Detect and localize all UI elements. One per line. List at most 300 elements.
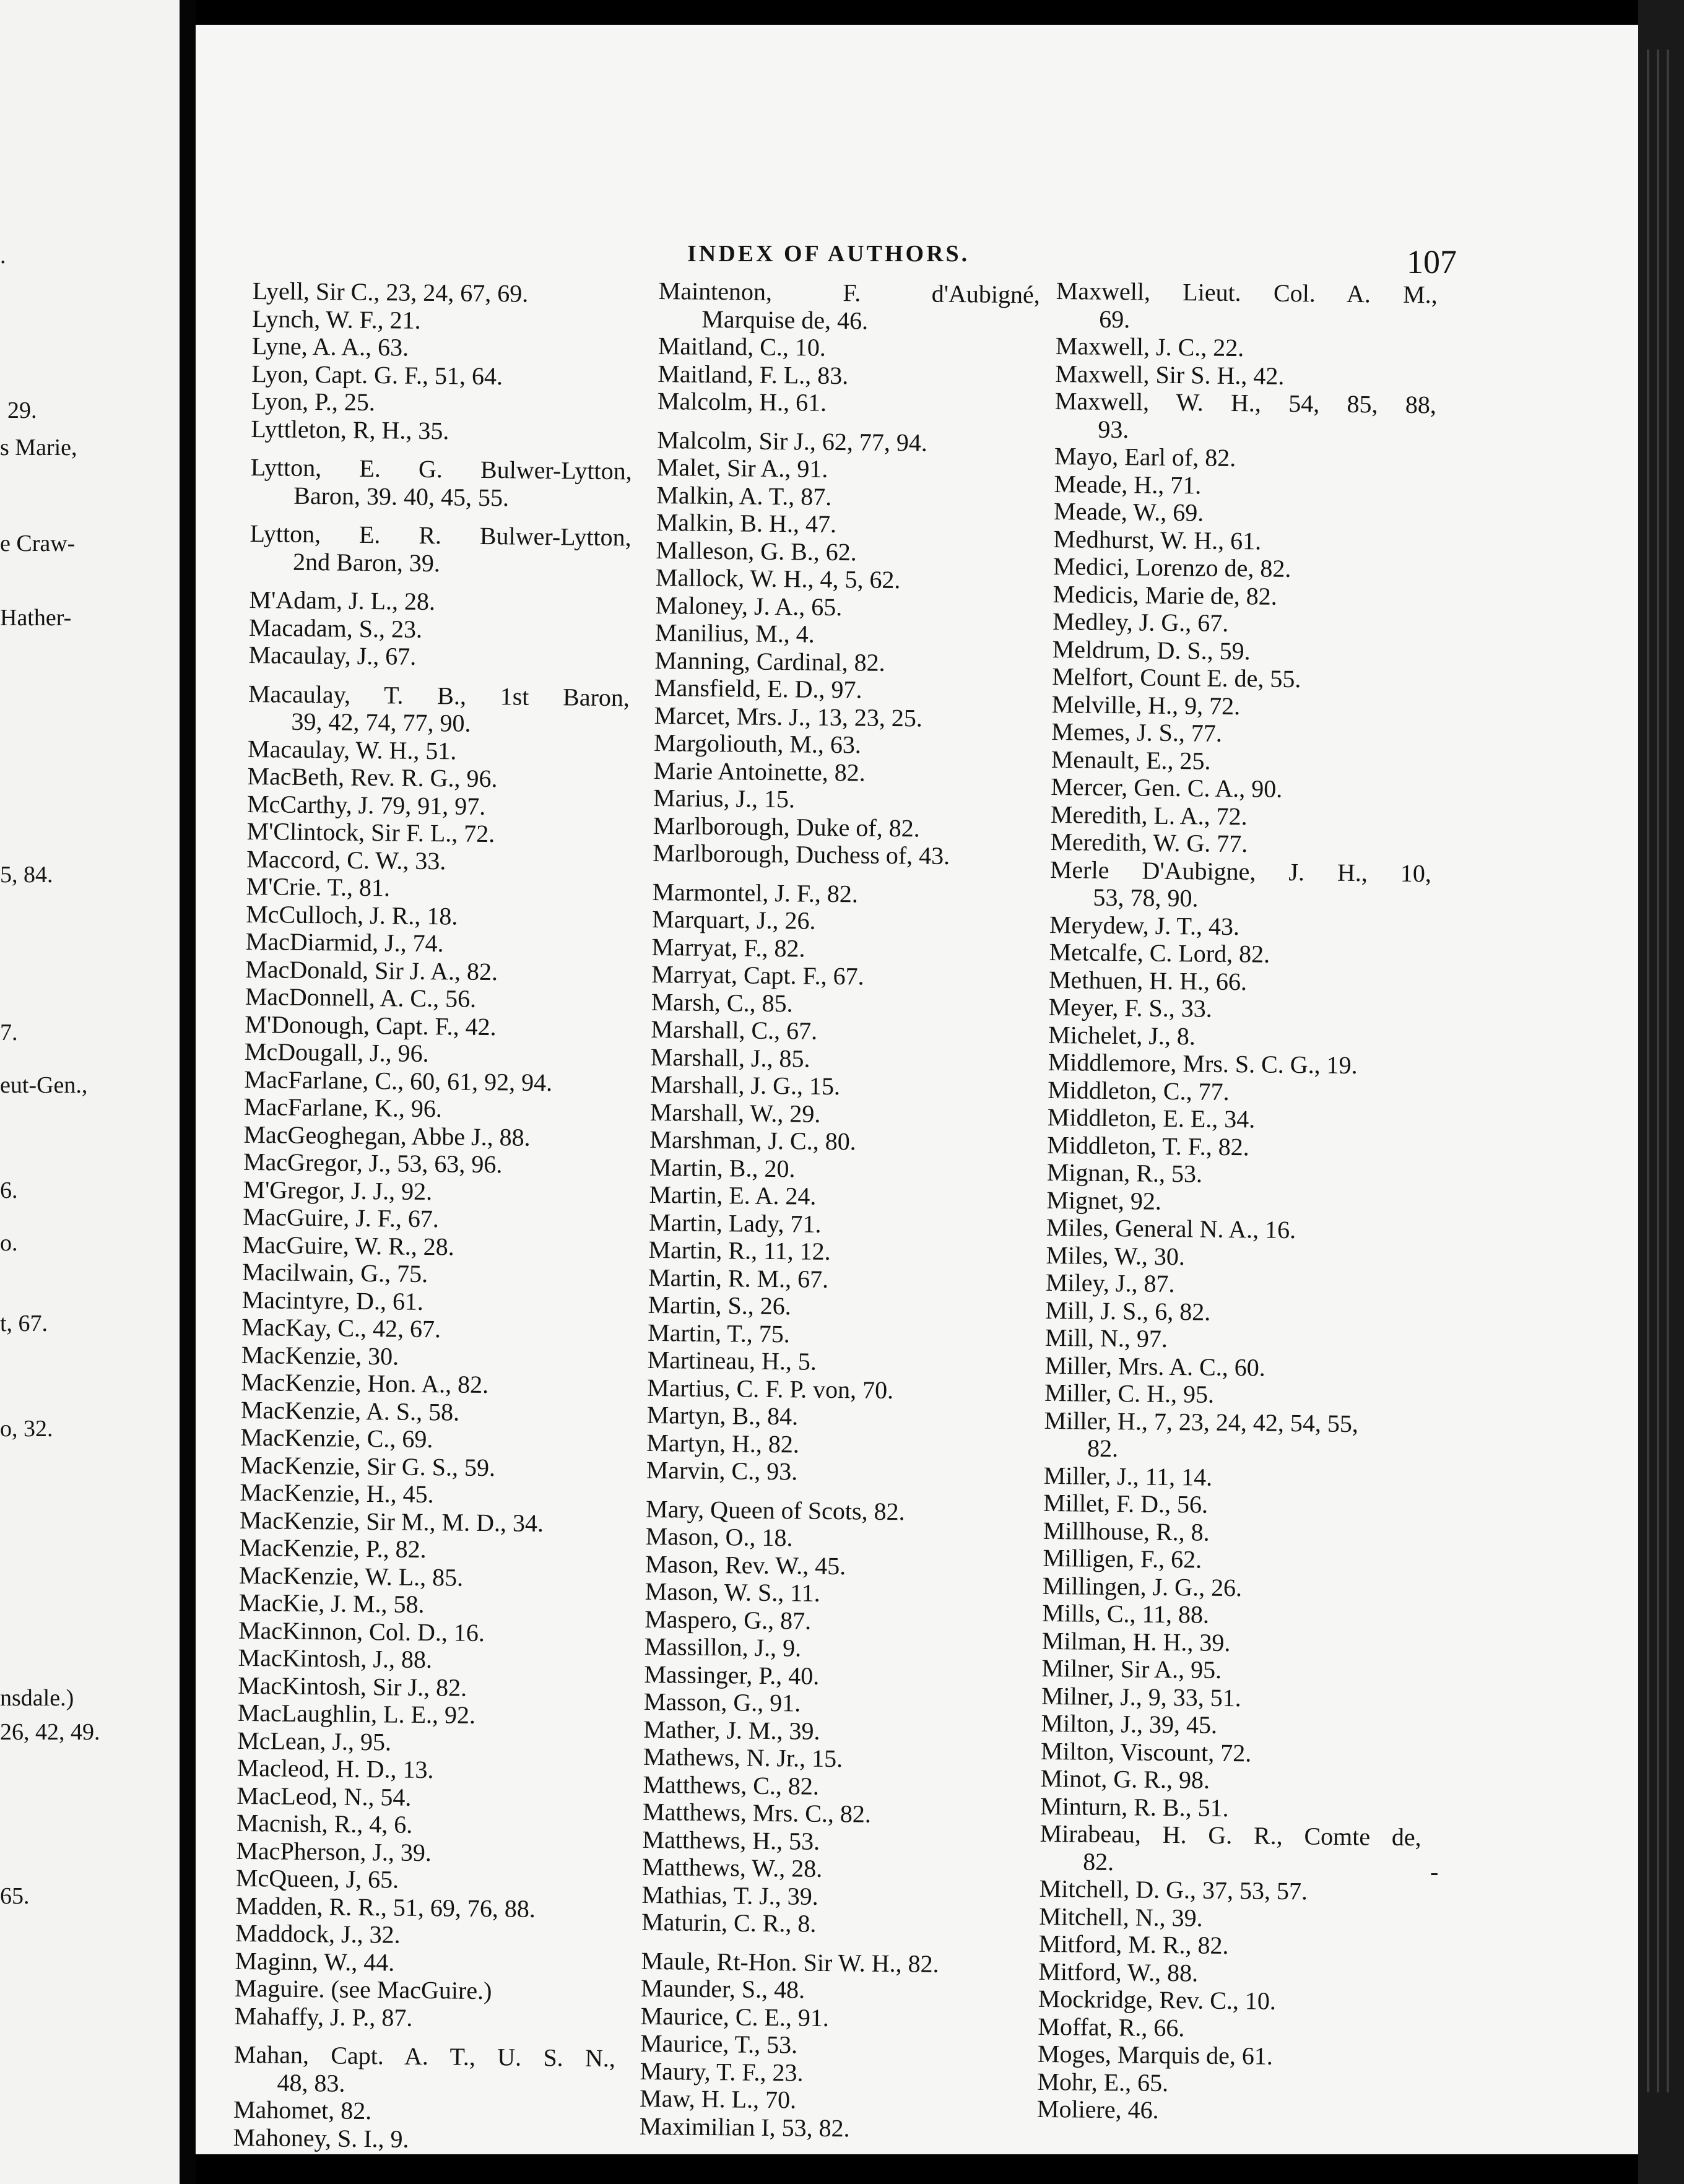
index-entry-text: Malcolm, Sir J., 62, 77, 94. <box>657 425 928 457</box>
index-entry-text: Maccord, C. W., 33. <box>246 844 446 875</box>
page-number: 107 <box>1407 243 1457 280</box>
index-entry-text: Mason, O., 18. <box>645 1522 793 1552</box>
index-entry-text: Matthews, C., 82. <box>643 1770 820 1800</box>
index-entry <box>245 1010 626 1042</box>
index-entry-continuation <box>250 481 632 513</box>
index-entry-text: Mirabeau, H. G. R., Comte de, <box>1039 1819 1421 1852</box>
index-entry <box>241 1314 623 1345</box>
index-entry-text: Manning, Cardinal, 82. <box>654 646 885 677</box>
index-entry <box>1044 1351 1426 1383</box>
index-entry-text: Martin, R. M., 67. <box>648 1263 829 1293</box>
index-entry <box>648 1319 1029 1350</box>
index-entry <box>651 961 1033 992</box>
index-entry <box>240 1506 621 1538</box>
index-entry-text: Matthews, Mrs. C., 82. <box>642 1797 872 1828</box>
index-entry <box>252 305 633 336</box>
index-entry <box>654 646 1036 678</box>
index-entry <box>1039 1820 1421 1852</box>
index-entry <box>640 2030 1022 2061</box>
index-entry <box>1055 360 1436 391</box>
index-entry-text: Marsh, C., 85. <box>651 987 793 1017</box>
index-entry <box>237 1809 618 1841</box>
index-entry-text: Maturin, C. R., 8. <box>641 1907 817 1938</box>
index-entry-text: Massillon, J., 9. <box>644 1632 802 1662</box>
index-entry <box>1049 966 1430 997</box>
index-entry-text: McQueen, J, 65. <box>235 1863 399 1894</box>
index-entry-text: Meldrum, D. S., 59. <box>1052 635 1251 665</box>
index-entry <box>1039 1875 1421 1907</box>
index-entry-text: Macadam, S., 23. <box>248 613 423 643</box>
index-entry <box>1043 1462 1425 1493</box>
index-entry <box>1042 1600 1423 1631</box>
index-entry <box>655 591 1036 623</box>
index-entry <box>237 1782 618 1813</box>
index-entry <box>251 415 632 446</box>
index-entry-continuation <box>1056 305 1437 336</box>
index-entry <box>651 988 1033 1020</box>
index-entry <box>649 1208 1030 1240</box>
index-entry <box>1041 1737 1422 1769</box>
index-entry <box>1049 911 1431 942</box>
index-entry <box>1048 1076 1429 1107</box>
index-entry-text: Mitchell, N., 39. <box>1039 1902 1203 1932</box>
index-entry <box>649 1181 1030 1213</box>
margin-mark: - <box>1430 1858 1439 1886</box>
index-entry-text: MacKenzie, 30. <box>241 1340 399 1371</box>
index-entry-text: Maguire. (see MacGuire.) <box>234 1974 492 2005</box>
index-entry-text: Marshman, J. C., 80. <box>649 1125 856 1156</box>
index-entry <box>642 1826 1023 1857</box>
index-entry-text: Macaulay, J., 67. <box>248 640 417 670</box>
index-entry-text: 82. <box>1087 1434 1119 1463</box>
index-entry <box>1038 1957 1420 1989</box>
index-entry-text: Lyon, Capt. G. F., 51, 64. <box>251 359 503 390</box>
previous-page-text: 7. <box>0 1020 18 1046</box>
index-entry-text: Martineau, H., 5. <box>647 1345 817 1376</box>
previous-page-text: 29. <box>7 397 37 423</box>
index-entry <box>240 1451 622 1483</box>
index-entry-text: Lyon, P., 25. <box>251 386 376 417</box>
index-entry-text: Martius, C. F. P. von, 70. <box>646 1373 894 1404</box>
index-entry <box>658 332 1039 364</box>
index-entry <box>643 1715 1025 1747</box>
index-entry <box>249 586 630 618</box>
index-entry-text: Margoliouth, M., 63. <box>653 728 862 759</box>
index-entry <box>239 1534 620 1566</box>
index-entry-text: Meade, W., 69. <box>1053 496 1204 527</box>
index-entry <box>1047 1131 1428 1163</box>
index-entry <box>644 1688 1025 1720</box>
index-entry <box>252 332 633 364</box>
index-entry <box>250 520 631 552</box>
index-entry <box>657 454 1038 485</box>
index-entry-text: Manilius, M., 4. <box>654 618 815 648</box>
index-entry-text: Maitland, F. L., 83. <box>658 359 849 389</box>
index-entry <box>1044 1406 1425 1438</box>
index-entry-continuation <box>250 547 631 579</box>
index-entry <box>1043 1517 1425 1548</box>
index-entry <box>1056 277 1438 309</box>
index-entry-text: Maxwell, W. H., 54, 85, 88, <box>1054 386 1437 419</box>
index-entry-text: Miles, General N. A., 16. <box>1046 1213 1296 1244</box>
index-entry-continuation <box>233 2068 615 2100</box>
index-entry <box>1053 525 1434 557</box>
previous-page-text: t, 67. <box>0 1311 48 1337</box>
index-entry <box>645 1633 1026 1665</box>
index-entry-text: MacDiarmid, J., 74. <box>245 927 444 958</box>
index-entry-text: Maunder, S., 48. <box>640 1974 805 2004</box>
previous-page-text: 6. <box>0 1177 18 1203</box>
index-entry <box>654 729 1035 761</box>
index-entry <box>654 674 1036 706</box>
index-entry <box>1045 1324 1426 1356</box>
index-entry <box>657 426 1038 457</box>
index-entry <box>656 564 1037 596</box>
index-entry-text: Lyell, Sir C., 23, 24, 67, 69. <box>252 277 529 308</box>
index-entry-text: Madden, R. R., 51, 69, 76, 88. <box>235 1891 536 1923</box>
index-entry-text: Moliere, 46. <box>1036 2094 1159 2124</box>
index-entry-text: Milligen, F., 62. <box>1043 1543 1202 1574</box>
index-entry <box>243 1176 624 1207</box>
previous-page-text: e Craw- <box>0 531 76 557</box>
index-entry-text: Maginn, W., 44. <box>235 1946 395 1977</box>
index-entry <box>1038 2013 1419 2044</box>
index-entry <box>1048 1049 1429 1080</box>
index-entry-text: Marryat, F., 82. <box>651 932 805 963</box>
index-entry <box>248 641 630 673</box>
index-entry <box>643 1798 1024 1830</box>
index-entry-text: 69. <box>1099 305 1131 333</box>
index-entry-text: Martin, R., 11, 12. <box>648 1235 831 1265</box>
index-entry-text: MacBeth, Rev. R. G., 96. <box>247 761 498 793</box>
index-entry-text: 48, 83. <box>277 2068 345 2097</box>
index-entry <box>1052 690 1433 722</box>
index-entry <box>246 818 628 849</box>
previous-page-text: nsdale.) <box>0 1685 74 1711</box>
index-entry-continuation <box>248 708 629 739</box>
index-entry-text: Masson, G., 91. <box>643 1687 801 1717</box>
index-entry-text: Lytton, E. G. Bulwer-Lytton, <box>250 453 632 485</box>
index-entry <box>652 906 1033 937</box>
index-entry-text: Malcolm, H., 61. <box>657 386 827 417</box>
index-entry-text: Milton, J., 39, 45. <box>1041 1709 1218 1739</box>
index-entry <box>650 1098 1031 1130</box>
index-entry-text: Martyn, B., 84. <box>646 1400 799 1431</box>
index-entry <box>235 1975 616 2006</box>
index-entry-text: Medhurst, W. H., 61. <box>1053 524 1262 555</box>
index-entry-text: MacDonald, Sir J. A., 82. <box>245 955 498 986</box>
index-entry-text: Mahoney, S. I., 9. <box>233 2123 409 2153</box>
index-entry-text: Malkin, B. H., 47. <box>656 508 837 539</box>
index-entry <box>1046 1241 1427 1273</box>
index-entry <box>648 1263 1030 1295</box>
index-entry <box>241 1341 623 1372</box>
index-entry <box>647 1374 1028 1405</box>
index-entry <box>649 1126 1031 1158</box>
index-entry-text: M'Donough, Capt. F., 42. <box>245 1010 497 1041</box>
index-entry-text: Maloney, J. A., 65. <box>655 591 843 621</box>
index-entry <box>640 2002 1022 2034</box>
index-entry-text: Martyn, H., 82. <box>646 1428 800 1458</box>
index-entry <box>1051 800 1432 832</box>
index-entry-text: M'Clintock, Sir F. L., 72. <box>246 817 495 848</box>
index-entry-text: Marvin, C., 93. <box>646 1455 798 1486</box>
index-entry-text: McCulloch, J. R., 18. <box>245 899 458 930</box>
index-entry <box>643 1770 1024 1802</box>
index-entry <box>1050 828 1431 860</box>
index-entry-text: Milman, H. H., 39. <box>1041 1626 1231 1657</box>
index-entry <box>1046 1214 1428 1246</box>
index-entry <box>247 763 628 794</box>
index-entry <box>1047 1159 1428 1190</box>
index-entry <box>658 360 1039 391</box>
index-entry-text: Macaulay, T. B., 1st Baron, <box>248 679 630 711</box>
index-entry <box>1055 388 1436 419</box>
previous-page-text: o, 32. <box>0 1416 53 1442</box>
index-entry-text: M'Crie. T., 81. <box>246 872 391 902</box>
index-entry-text: Malkin, A. T., 87. <box>656 480 832 511</box>
index-entry-text: Meredith, W. G. 77. <box>1050 827 1248 858</box>
index-entry-text: Martin, E. A. 24. <box>649 1180 817 1210</box>
index-entry <box>645 1605 1026 1637</box>
index-entry <box>246 873 627 904</box>
index-entry <box>646 1495 1027 1527</box>
index-entry-text: Mather, J. M., 39. <box>643 1715 820 1745</box>
index-entry <box>1051 745 1433 777</box>
index-entry <box>1052 663 1433 695</box>
index-entry-text: 2nd Baron, 39. <box>292 547 441 577</box>
index-entry-text: MacKintosh, Sir J., 82. <box>237 1671 467 1702</box>
index-entry-text: Miller, J., 11, 14. <box>1043 1461 1213 1491</box>
index-entry <box>647 1346 1028 1378</box>
index-entry <box>1046 1269 1427 1301</box>
index-entry-text: Miles, W., 30. <box>1046 1241 1186 1270</box>
index-entry <box>241 1286 623 1317</box>
index-entry <box>247 790 628 821</box>
index-entry-text: MacFarlane, C., 60, 61, 92, 94. <box>244 1065 553 1096</box>
index-entry <box>642 1853 1023 1885</box>
index-entry-text: MacKenzie, A. S., 58. <box>240 1395 460 1426</box>
index-entry-text: Middleton, E. E., 34. <box>1047 1103 1256 1133</box>
index-entry-text: Maurice, T., 53. <box>640 2029 798 2059</box>
index-entry-text: Middleton, T. F., 82. <box>1047 1130 1249 1161</box>
index-entry <box>648 1236 1030 1268</box>
index-entry <box>245 955 627 987</box>
index-entry-text: Malleson, G. B., 62. <box>656 535 857 566</box>
index-entry <box>651 1016 1032 1047</box>
index-entry <box>1054 443 1436 474</box>
index-entry-text: MacDonnell, A. C., 56. <box>245 982 477 1013</box>
index-entry-text: Maxwell, Sir S. H., 42. <box>1055 359 1285 390</box>
index-entry-text: Mathias, T. J., 39. <box>641 1880 819 1910</box>
index-entry-text: Marryat, Capt. F., 67. <box>651 960 864 990</box>
index-entry-text: Marquart, J., 26. <box>651 904 816 935</box>
index-entry <box>1048 1104 1429 1135</box>
index-entry-text: Miller, Mrs. A. C., 60. <box>1044 1351 1266 1382</box>
index-entry-text: Mitford, M. R., 82. <box>1038 1929 1229 1960</box>
index-entry-text: Matthews, H., 53. <box>642 1825 820 1855</box>
index-entry-text: Lyttleton, R, H., 35. <box>251 414 449 444</box>
index-entry <box>244 1065 625 1097</box>
index-entry-text: MacKenzie, W. L., 85. <box>238 1561 464 1592</box>
index-entry-text: Marshall, J., 85. <box>650 1042 810 1073</box>
index-entry <box>235 1892 617 1923</box>
index-entry <box>1044 1379 1426 1411</box>
index-entry-text: Minturn, R. B., 51. <box>1039 1792 1229 1822</box>
previous-page-text: s Marie, <box>0 435 77 461</box>
index-entry-text: Merle D'Aubigne, J. H., 10, <box>1049 855 1432 887</box>
previous-page-text: eut-Gen., <box>0 1072 88 1098</box>
index-entry-text: Maspero, G., 87. <box>645 1605 812 1635</box>
index-entry <box>245 983 627 1015</box>
index-entry <box>641 1881 1023 1912</box>
index-entry <box>1041 1655 1423 1686</box>
index-entry <box>651 1043 1032 1075</box>
index-entry-text: Minot, G. R., 98. <box>1040 1764 1210 1794</box>
index-entry <box>234 2041 615 2073</box>
previous-page-text: 5, 84. <box>0 862 53 888</box>
index-entry-text: Melfort, Count E. de, 55. <box>1052 662 1301 693</box>
index-entry <box>645 1578 1026 1610</box>
index-entry <box>641 1909 1023 1940</box>
index-entry <box>643 1743 1025 1775</box>
index-entry-text: Lytton, E. R. Bulwer-Lytton, <box>250 519 632 552</box>
index-entry-text: Massinger, P., 40. <box>644 1660 820 1690</box>
index-entry-text: Mayo, Earl of, 82. <box>1054 441 1236 472</box>
index-entry-text: Mignet, 92. <box>1046 1185 1162 1215</box>
index-entry <box>1041 1710 1422 1741</box>
index-entry-text: Maddock, J., 32. <box>235 1918 401 1949</box>
index-entry <box>1046 1186 1428 1218</box>
index-entry-text: Lyne, A. A., 63. <box>251 331 409 362</box>
index-entry-text: Merydew, J. T., 43. <box>1049 910 1240 940</box>
index-entry-text: McCarthy, J. 79, 91, 97. <box>246 789 486 820</box>
previous-page-text: Hather- <box>0 605 72 631</box>
index-entry-text: 93. <box>1098 415 1129 443</box>
index-entry <box>241 1396 622 1428</box>
index-entry-text: Macnish, R., 4, 6. <box>236 1808 413 1839</box>
index-entry-text: Middleton, C., 77. <box>1048 1075 1230 1106</box>
index-entry-text: MacKay, C., 42, 67. <box>241 1312 441 1343</box>
index-entry <box>1053 553 1434 584</box>
index-entry <box>246 928 627 960</box>
index-column-1 <box>233 277 634 2155</box>
index-entry-text: Menault, E., 25. <box>1051 745 1211 775</box>
index-entry-text: Mallock, W. H., 4, 5, 62. <box>655 563 901 594</box>
index-entry <box>641 1975 1022 2006</box>
index-entry <box>1054 498 1435 529</box>
index-entry <box>1038 2040 1419 2072</box>
index-entry <box>242 1231 623 1262</box>
index-entry-text: Medicis, Marie de, 82. <box>1052 579 1278 610</box>
index-entry-continuation <box>1049 883 1431 915</box>
index-entry <box>1050 856 1431 887</box>
index-entry-text: Marmontel, J. F., 82. <box>652 877 859 908</box>
index-entry <box>1048 1021 1430 1052</box>
index-entry <box>242 1259 623 1290</box>
index-entry-text: Martin, Lady, 71. <box>648 1208 822 1238</box>
index-entry <box>1049 938 1430 970</box>
index-entry-text: MacGuire, W. R., 28. <box>242 1230 455 1260</box>
index-entry <box>1043 1572 1424 1603</box>
index-entry-text: Miller, H., 7, 23, 24, 42, 54, 55, <box>1044 1406 1359 1437</box>
index-entry <box>653 784 1035 816</box>
index-entry-text: MacGuire, J. F., 67. <box>242 1202 440 1233</box>
index-entry-text: Mitford, W., 88. <box>1038 1957 1199 1987</box>
index-entry-text: Martin, B., 20. <box>649 1153 796 1182</box>
index-entry-text: Methuen, H. H., 66. <box>1048 965 1248 995</box>
index-entry <box>1051 773 1432 805</box>
index-entry-text: MacKenzie, H., 45. <box>240 1478 434 1509</box>
index-entry <box>1041 1682 1423 1714</box>
previous-page-text: 26, 42, 49. <box>0 1719 100 1745</box>
index-entry <box>641 1947 1022 1978</box>
index-entry-text: Marlborough, Duke of, 82. <box>653 811 920 842</box>
index-entry <box>253 277 634 309</box>
index-entry <box>248 735 629 766</box>
index-entry-text: Mill, J. S., 6, 82. <box>1045 1296 1211 1326</box>
index-entry-text: Miller, C. H., 95. <box>1044 1378 1215 1408</box>
page-edges <box>1638 0 1684 2184</box>
index-entry <box>238 1589 620 1621</box>
index-entry <box>1052 635 1433 667</box>
index-entry-text: Memes, J. S., 77. <box>1051 717 1223 747</box>
index-entry <box>652 878 1033 909</box>
index-entry-text: Marquise de, 46. <box>701 305 869 335</box>
index-entry-text: MacKenzie, C., 69. <box>240 1423 433 1454</box>
index-entry-text: Millingen, J. G., 26. <box>1042 1571 1243 1601</box>
index-entry-text: Malet, Sir A., 91. <box>656 453 828 483</box>
index-entry <box>251 454 632 485</box>
index-entry <box>240 1424 622 1455</box>
index-column-2 <box>639 277 1039 2144</box>
index-entry <box>1048 994 1430 1025</box>
index-entry <box>1043 1545 1424 1576</box>
index-entry <box>238 1671 619 1703</box>
index-entry <box>235 1947 616 1978</box>
index-entry-text: Macintyre, D., 61. <box>241 1285 424 1315</box>
index-entry-continuation <box>1044 1434 1425 1466</box>
index-entry-text: 53, 78, 90. <box>1093 883 1199 912</box>
index-entry <box>658 388 1039 419</box>
index-entry-text: Mills, C., 11, 88. <box>1042 1598 1210 1629</box>
index-entry <box>653 812 1034 843</box>
index-entry-text: Mason, W. S., 11. <box>645 1577 821 1607</box>
index-entry <box>640 2057 1021 2089</box>
index-entry <box>249 613 630 645</box>
index-entry-text: MacLaughlin, L. E., 92. <box>237 1698 476 1729</box>
index-entry-text: Maury, T. F., 23. <box>640 2056 804 2087</box>
index-entry-text: Maximilian I, 53, 82. <box>639 2112 850 2142</box>
index-entry-text: 82. <box>1082 1847 1114 1876</box>
index-entry-text: Mitchell, D. G., 37, 53, 57. <box>1039 1874 1308 1905</box>
index-entry <box>246 845 628 877</box>
index-entry-text: Mahan, Capt. A. T., U. S. N., <box>233 2040 616 2073</box>
index-entry-text: Maitland, C., 10. <box>658 331 827 362</box>
index-entry <box>1042 1627 1423 1658</box>
index-entry-text: Mary, Queen of Scots, 82. <box>645 1494 905 1525</box>
index-entry-text: MacKenzie, Sir M., M. D., 34. <box>239 1506 544 1537</box>
index-entry <box>240 1479 621 1510</box>
index-entry <box>645 1523 1026 1554</box>
index-entry-text: MacKinnon, Col. D., 16. <box>238 1616 485 1647</box>
index-entry <box>236 1865 617 1896</box>
index-entry <box>648 1291 1029 1323</box>
index-entry-text: MacGeoghegan, Abbe J., 88. <box>243 1120 531 1151</box>
index-entry-text: Lynch, W. F., 21. <box>252 304 421 334</box>
index-entry-text: Milner, J., 9, 33, 51. <box>1041 1681 1242 1712</box>
index-entry-text: Maw, H. L., 70. <box>639 2084 797 2114</box>
